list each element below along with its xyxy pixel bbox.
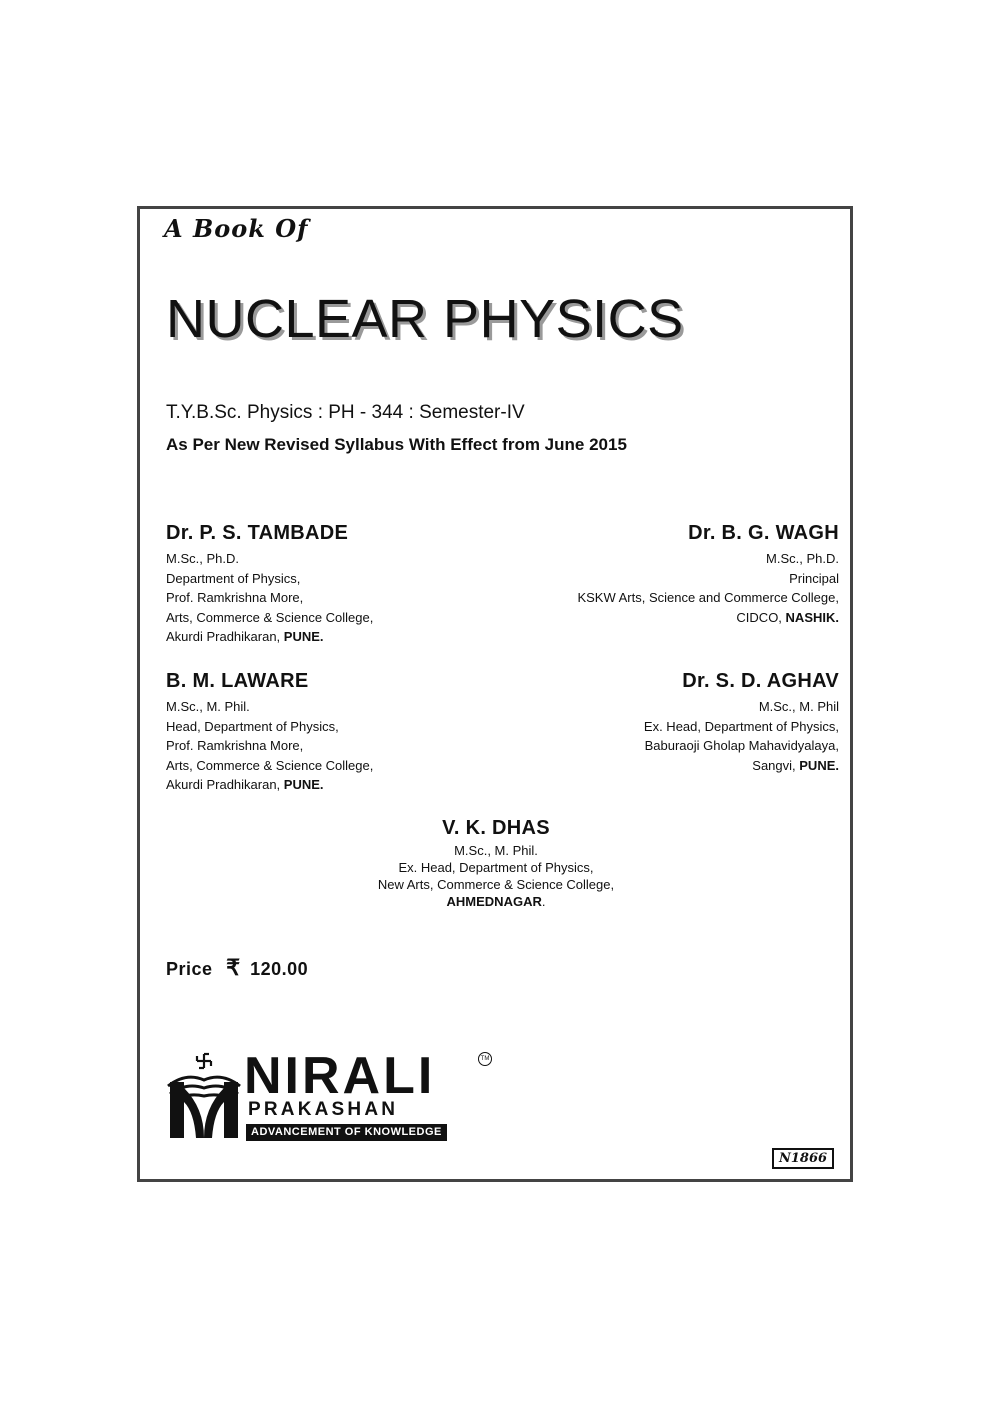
author-detail-line: New Arts, Commerce & Science College, xyxy=(377,877,615,892)
author-detail-line xyxy=(509,608,839,628)
author-detail-line xyxy=(296,893,696,910)
trademark-icon: TM xyxy=(478,1052,492,1066)
author-location: Sangvi, xyxy=(752,757,800,773)
publisher-tagline: ADVANCEMENT OF KNOWLEDGE xyxy=(246,1124,447,1141)
author-detail-line: Prof. Ramkrishna More, xyxy=(166,738,304,753)
author-details xyxy=(166,549,496,647)
author-city: AHMEDNAGAR xyxy=(446,894,542,909)
author-laware xyxy=(166,670,496,795)
author-location: CIDCO, xyxy=(736,609,786,625)
author-detail-line: Head, Department of Physics, xyxy=(166,718,339,734)
author-name: V. K. DHAS xyxy=(442,817,550,839)
book-of-label: A Book Of xyxy=(164,214,309,243)
author-dhas xyxy=(296,817,696,910)
price-label: Price xyxy=(166,959,213,979)
author-detail-line xyxy=(166,627,496,647)
course-subtitle: T.Y.B.Sc. Physics : PH - 344 : Semester-IV xyxy=(166,402,525,423)
author-detail-line: Arts, Commerce & Science College, xyxy=(166,757,374,773)
publisher-name-line2: PRAKASHAN xyxy=(248,1099,399,1120)
author-city-suffix: . xyxy=(541,894,546,909)
author-detail-line: Ex. Head, Department of Physics, xyxy=(398,860,594,875)
author-wagh xyxy=(509,522,839,627)
author-location: Akurdi Pradhikaran, xyxy=(166,777,284,792)
author-tambade xyxy=(166,522,496,647)
author-details xyxy=(166,697,496,795)
author-detail-line: Arts, Commerce & Science College, xyxy=(166,609,374,625)
author-city: PUNE. xyxy=(283,777,324,792)
author-details xyxy=(509,697,839,775)
author-city: PUNE. xyxy=(799,757,839,773)
author-detail-line: M.Sc., M. Phil. xyxy=(454,843,538,858)
author-detail-line xyxy=(509,756,839,776)
rupee-icon: ₹ xyxy=(226,955,241,980)
book-code: N1866 xyxy=(772,1148,834,1169)
price xyxy=(166,955,308,981)
author-detail-line: M.Sc., M. Phil. xyxy=(166,699,250,714)
author-detail-line: M.Sc., Ph.D. xyxy=(766,551,839,566)
author-detail-line: M.Sc., M. Phil xyxy=(758,699,839,714)
nirali-logo-icon xyxy=(164,1052,244,1140)
author-details xyxy=(509,549,839,627)
author-details xyxy=(296,842,696,910)
author-detail-line: Prof. Ramkrishna More, xyxy=(166,590,304,605)
author-aghav xyxy=(509,670,839,775)
author-name: B. M. LAWARE xyxy=(166,670,309,692)
author-city: PUNE. xyxy=(283,629,324,644)
syllabus-note: As Per New Revised Syllabus With Effect from June 2015 xyxy=(166,435,627,454)
book-title: NUCLEAR PHYSICS xyxy=(166,289,684,349)
author-detail-line: Principal xyxy=(789,570,839,586)
author-name: Dr. P. S. TAMBADE xyxy=(166,522,349,544)
author-name: Dr. B. G. WAGH xyxy=(688,522,839,544)
author-city: NASHIK. xyxy=(785,609,839,625)
author-name: Dr. S. D. AGHAV xyxy=(682,670,839,692)
author-detail-line: KSKW Arts, Science and Commerce College, xyxy=(577,590,839,605)
price-amount: 120.00 xyxy=(250,959,309,979)
author-detail-line: M.Sc., Ph.D. xyxy=(166,551,239,566)
publisher-name: NIRALI xyxy=(244,1047,436,1105)
author-detail-line xyxy=(166,775,496,795)
author-detail-line: Baburaoji Gholap Mahavidyalaya, xyxy=(644,738,839,753)
author-detail-line: Department of Physics, xyxy=(166,570,301,586)
author-location: Akurdi Pradhikaran, xyxy=(166,629,284,644)
author-detail-line: Ex. Head, Department of Physics, xyxy=(643,718,839,734)
